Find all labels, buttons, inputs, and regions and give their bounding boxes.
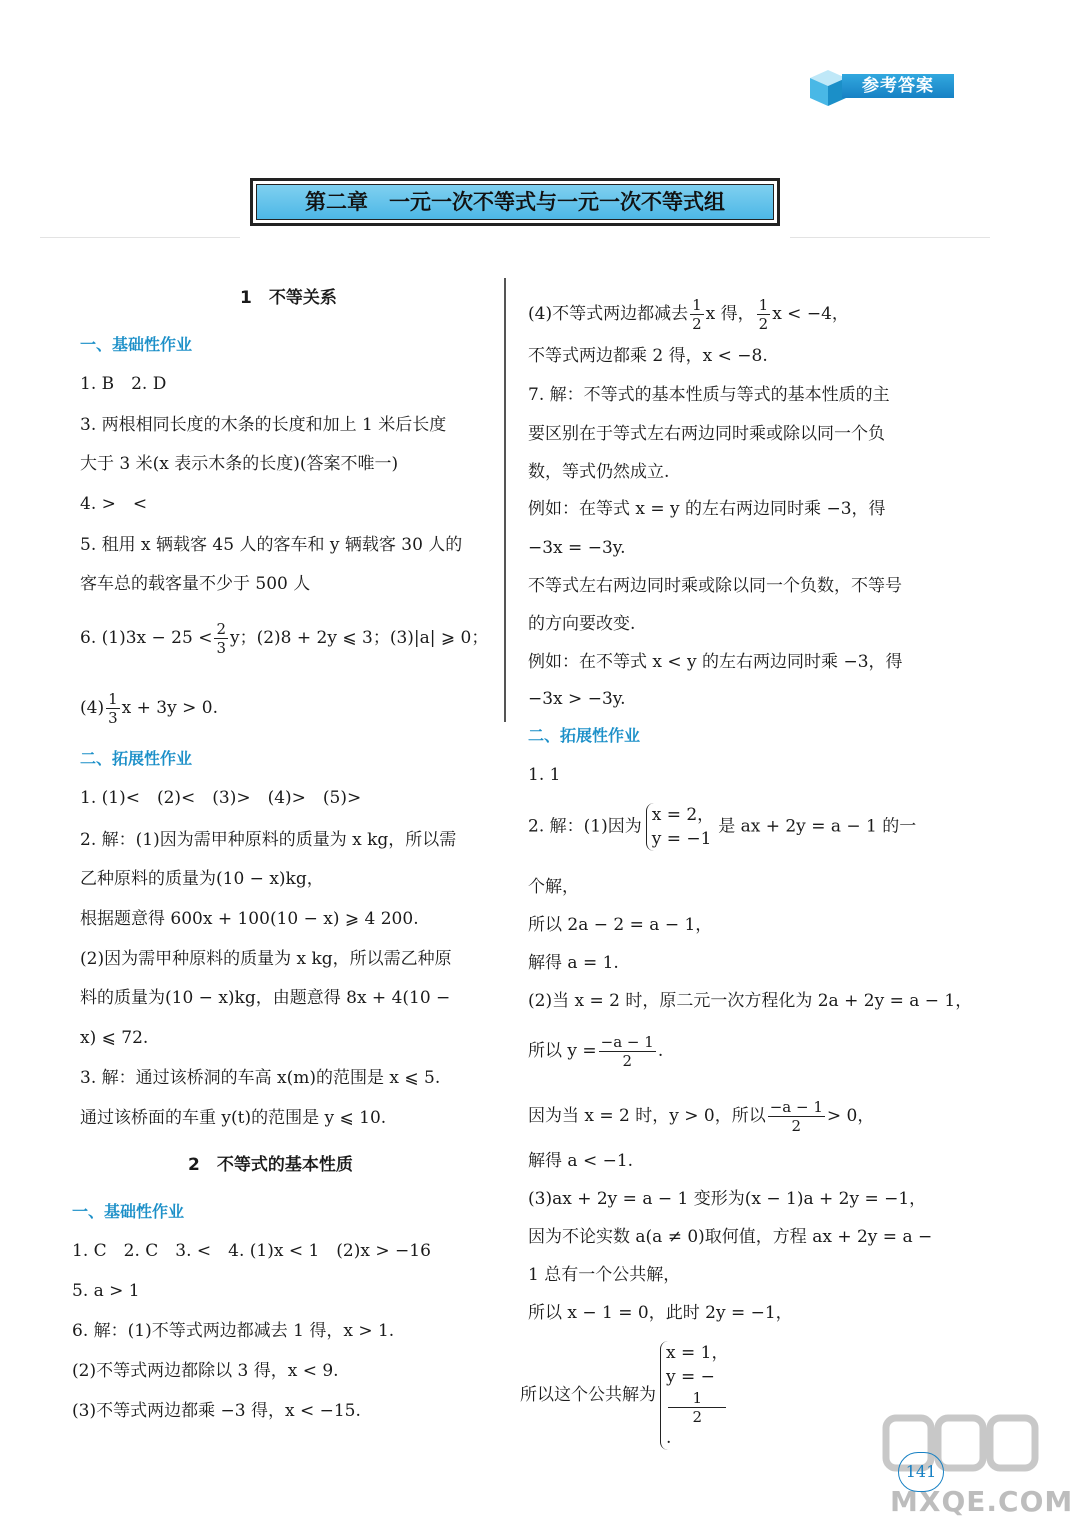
chapter-title: 第二章 一元一次不等式与一元一次不等式组 (256, 184, 774, 220)
answer-line: 4. > < (80, 494, 148, 514)
denominator: 2 (791, 1117, 802, 1135)
answer-line: 例如：在不等式 x < y 的左右两边同时乘 −3，得 (528, 652, 903, 672)
answer-line: 5. a > 1 (72, 1281, 140, 1301)
text: 2. 解：(1)因为 (528, 816, 642, 837)
text: x < −4， (772, 304, 849, 324)
answer-line: 例如：在等式 x = y 的左右两边同时乘 −3，得 (528, 499, 886, 519)
answer-line: 个解， (528, 877, 579, 897)
answer-line: (2)不等式两边都除以 3 得，x < 9. (72, 1361, 339, 1381)
answer-line: (3)ax + 2y = a − 1 变形为(x − 1)a + 2y = −1， (528, 1189, 927, 1209)
answer-line: 解得 a = 1. (528, 953, 619, 973)
numerator: 1 (108, 690, 118, 708)
text: 是 ax + 2y = a − 1 的一 (718, 816, 917, 837)
subsection-heading: 一、基础性作业 (80, 335, 193, 354)
answer-line: 客车总的载客量不少于 500 人 (80, 574, 311, 594)
equation: x = 1， (666, 1343, 729, 1363)
answer-line: 通过该桥面的车重 y(t)的范围是 y ⩽ 10. (80, 1108, 387, 1128)
answer-line (80, 620, 488, 657)
text: x + 3y > 0. (121, 698, 218, 718)
fraction (106, 690, 120, 727)
equation-system (660, 1341, 728, 1450)
fraction (757, 296, 771, 333)
denominator: 3 (216, 639, 226, 657)
answer-line: 数，等式仍然成立. (528, 462, 670, 482)
numerator: 2 (216, 620, 226, 638)
answer-line: 料的质量为(10 − x)kg，由题意得 8x + 4(10 − (80, 988, 451, 1008)
answer-line: 乙种原料的质量为(10 − x)kg， (80, 869, 324, 889)
text: 所以这个公共解为 (520, 1385, 656, 1405)
answer-line: 因为不论实数 a(a ≠ 0)取何值，方程 ax + 2y = a − (528, 1227, 933, 1247)
denominator: 2 (622, 1052, 633, 1070)
answer-line: 所以 2a − 2 = a − 1， (528, 915, 713, 935)
answer-line: 2. 解：(1)因为需甲种原料的质量为 x kg，所以需 (80, 830, 457, 850)
answer-line: 7. 解：不等式的基本性质与等式的基本性质的主 (528, 385, 890, 405)
text: y；(2)8 + 2y ⩽ 3；(3)|a| ⩾ 0； (230, 628, 489, 648)
answer-line: −3x > −3y. (528, 689, 626, 709)
fraction (690, 296, 704, 333)
numerator: 1 (668, 1389, 726, 1408)
fraction (668, 1389, 726, 1426)
fraction (599, 1033, 656, 1070)
answer-line: 1. C 2. C 3. < 4. (1)x < 1 (2)x > −16 (72, 1241, 431, 1261)
answer-line (528, 1098, 874, 1135)
answer-line: 不等式两边都乘 2 得，x < −8. (528, 346, 768, 366)
equation (666, 1365, 728, 1450)
equation-system (646, 803, 714, 851)
column-divider (504, 278, 506, 722)
answer-line: 所以 x − 1 = 0，此时 2y = −1， (528, 1303, 793, 1323)
answer-line: 大于 3 米(x 表示木条的长度)(答案不唯一) (80, 454, 399, 474)
answer-line: (2)因为需甲种原料的质量为 x kg，所以需乙种原 (80, 949, 452, 969)
chapter-title-box (250, 178, 780, 226)
answer-line: 不等式左右两边同时乘或除以同一个负数，不等号 (528, 576, 902, 596)
numerator: 1 (758, 296, 769, 314)
answer-line: 5. 租用 x 辆载客 45 人的客车和 y 辆载客 30 人的 (80, 535, 463, 555)
answer-line: (2)当 x = 2 时，原二元一次方程化为 2a + 2y = a − 1， (528, 991, 973, 1011)
subsection-heading: 二、拓展性作业 (528, 726, 641, 745)
answer-line (80, 690, 218, 727)
text: 所以 y = (528, 1041, 597, 1061)
numerator: 1 (692, 296, 702, 314)
answer-line: 根据题意得 600x + 100(10 − x) ⩾ 4 200. (80, 909, 419, 929)
badge-label: 参考答案 (842, 74, 954, 98)
subsection-heading: 一、基础性作业 (72, 1202, 185, 1221)
fraction (768, 1098, 825, 1135)
answer-line: 3. 解：通过该桥洞的车高 x(m)的范围是 x ⩽ 5. (80, 1068, 441, 1088)
answer-line (528, 1033, 663, 1070)
text: 6. (1)3x − 25 < (80, 628, 213, 648)
divider (790, 237, 990, 238)
answer-line (528, 296, 849, 333)
section-title: 2 不等式的基本性质 (188, 1155, 353, 1175)
fraction (214, 620, 228, 657)
answer-line: 1. (1)< (2)< (3)> (4)> (5)> (80, 788, 362, 808)
page-number: 141 (898, 1452, 944, 1492)
subsection-heading: 二、拓展性作业 (80, 749, 193, 768)
section-title: 1 不等关系 (240, 288, 337, 308)
numerator: −a − 1 (769, 1098, 823, 1116)
answer-line: 解得 a < −1. (528, 1151, 634, 1171)
answer-line: x) ⩽ 72. (80, 1028, 149, 1048)
denominator: 3 (108, 709, 118, 727)
numerator: −a − 1 (600, 1033, 654, 1051)
answer-line: (3)不等式两边都乘 −3 得，x < −15. (72, 1401, 361, 1421)
text: > 0， (826, 1106, 875, 1126)
answer-line (520, 1341, 732, 1450)
denominator: 2 (692, 315, 702, 333)
watermark-text: MXQE.COM (890, 1485, 1073, 1518)
answer-line: 1. 1 (528, 765, 561, 785)
text: (4) (80, 698, 105, 718)
denominator: 2 (758, 315, 769, 333)
answer-key-badge (806, 66, 956, 108)
text: (4)不等式两边都减去 (528, 304, 689, 324)
text: y = − (666, 1367, 715, 1387)
answer-line: 1. B 2. D (80, 374, 167, 394)
answer-line: 3. 两根相同长度的木条的长度和加上 1 米后长度 (80, 415, 447, 435)
equation: y = −1 (651, 829, 712, 849)
answer-line: 的方向要改变. (528, 614, 636, 634)
denominator: 2 (692, 1408, 702, 1426)
text: . (657, 1041, 664, 1061)
answer-line: 6. 解：(1)不等式两边都减去 1 得，x > 1. (72, 1321, 395, 1341)
divider (40, 237, 240, 238)
answer-line (528, 803, 916, 851)
answer-line: 要区别在于等式左右两边同时乘或除以同一个负 (528, 424, 885, 444)
answer-line: −3x = −3y. (528, 538, 626, 558)
text: 因为当 x = 2 时，y > 0，所以 (528, 1106, 766, 1126)
equation: x = 2， (651, 805, 715, 825)
text: . (666, 1428, 672, 1448)
answer-line: 1 总有一个公共解， (528, 1265, 681, 1285)
text: x 得， (705, 304, 755, 324)
